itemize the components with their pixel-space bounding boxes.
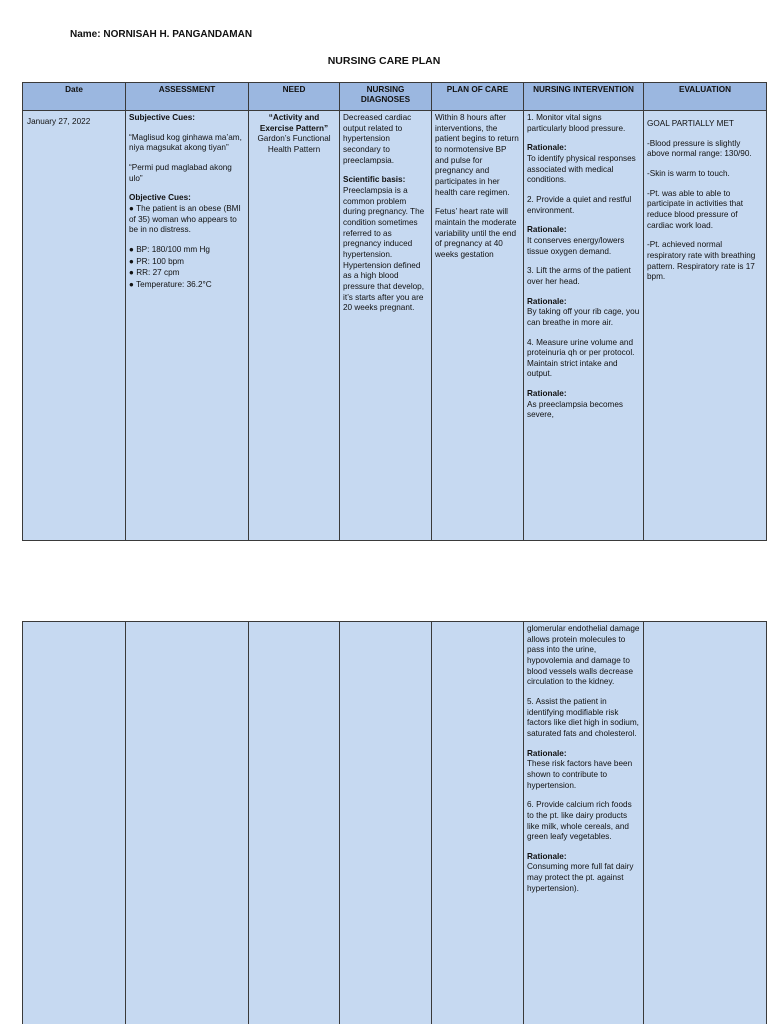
rationale-4-end: glomerular endothelial damage allows protein molecules to pass into the urine, hypovolemia and damage to blood vessels walls decrease circulation to the kidney. [527,624,640,687]
evaluation-status: GOAL PARTIALLY MET [647,119,734,128]
evaluation-1: -Blood pressure is slightly above normal range: 130/90. [647,138,752,159]
plan-goal-1: Within 8 hours after interventions, the patient begins to return to normotensive BP and pulse for pregnancy and participates in her health care regimen. [435,113,519,197]
evaluation-cell-continued [644,622,767,1024]
column-header-assessment: ASSESSMENT [126,83,249,111]
vital-temperature: ● Temperature: 36.2°C [129,279,212,289]
diagnoses-cell-continued [340,622,432,1024]
subjective-cue-1: “Maglisud kog ginhawa ma’am, niya magsukat akong tiyan” [129,132,242,153]
date-value: January 27, 2022 [27,117,91,126]
evaluation-4: -Pt. achieved normal respiratory rate with breathing pattern. Respiratory rate is 17 bpm. [647,240,756,282]
rationale-label: Rationale: [527,389,567,399]
column-header-evaluation: EVALUATION [644,83,767,111]
column-header-plan: PLAN OF CARE [432,83,524,111]
vital-rr: ● RR: 27 cpm [129,268,180,278]
intervention-4: 4. Measure urine volume and proteinuria qh or per protocol. Maintain strict intake and output. [527,337,635,379]
vital-pr: ● PR: 100 bpm [129,256,185,266]
document-title: NURSING CARE PLAN [327,55,441,67]
column-header-date: Date [23,83,126,111]
rationale-5: These risk factors have been shown to contribute to hypertension. [527,759,633,790]
rationale-label: Rationale: [527,296,567,306]
rationale-label: Rationale: [527,851,567,861]
evaluation-3: -Pt. was able to able to participate in activities that reduce blood pressure of cardiac work load. [647,188,744,230]
care-plan-table-page1 [22,82,767,541]
rationale-6: Consuming more full fat dairy may protect the pt. against hypertension). [527,862,634,893]
plan-cell-continued [432,622,524,1024]
subjective-label: Subjective Cues: [129,113,195,122]
intervention-2: 2. Provide a quiet and restful environment. [527,194,632,215]
need-framework: Gardon’s Functional Health Pattern [257,134,331,154]
need-cell-continued [249,622,340,1024]
evaluation-cell [644,111,767,541]
plan-cell [432,111,524,541]
rationale-label: Rationale: [527,225,567,235]
objective-cue-1: ● The patient is an obese (BMI of 35) woman who appears to be in no distress. [129,203,241,235]
rationale-label: Rationale: [527,143,567,153]
intervention-5: 5. Assist the patient in identifying modifiable risk factors like diet high in sodium, saturated fats and cholesterol. [527,696,639,738]
date-cell-continued [23,622,126,1024]
need-pattern: “Activity and Exercise Pattern” [259,113,329,133]
column-header-intervention: NURSING INTERVENTION [524,83,644,111]
scientific-basis-text: Preeclampsia is a common problem during pregnancy. The condition sometimes referred to as pregnancy induced hypertension. Hypertension defined as a high blood pressure that develop, it’s starts after you are 20 weeks pregnant. [343,185,425,313]
intervention-6: 6. Provide calcium rich foods to the pt. like dairy products like milk, whole cereals, and green leafy vegetables. [527,800,632,842]
intervention-cell [524,111,644,541]
evaluation-2: -Skin is warm to touch. [647,168,730,178]
table-row [23,622,767,1024]
rationale-2: It conserves energy/lowers tissue oxygen demand. [527,235,625,256]
column-header-need: NEED [249,83,340,111]
table-row [23,111,767,541]
date-cell [23,111,126,541]
rationale-4-start: As preeclampsia becomes severe, [527,399,624,420]
scientific-basis-label: Scientific basis: [343,175,406,185]
column-header-diagnoses: NURSING DIAGNOSES [340,83,432,111]
plan-goal-2: Fetus’ heart rate will maintain the moderate variability until the end of pregnancy at 40 weeks gestation [435,207,517,259]
rationale-1: To identify physical responses associated with medical conditions. [527,153,636,185]
assessment-cell [126,111,249,541]
rationale-3: By taking off your rib cage, you can breathe in more air. [527,307,640,327]
diagnosis-text: Decreased cardiac output related to hypertension secondary to preeclampsia. [343,113,412,165]
intervention-3: 3. Lift the arms of the patient over her head. [527,266,631,286]
assessment-cell-continued [126,622,249,1024]
objective-label: Objective Cues: [129,193,191,203]
diagnoses-cell [340,111,432,541]
subjective-cue-2: “Permi pud maglabad akong ulo” [129,162,232,183]
patient-name-line: Name: NORNISAH H. PANGANDAMAN [70,29,253,40]
vital-bp: ● BP: 180/100 mm Hg [129,244,210,254]
care-plan-table-page2 [22,621,767,1024]
intervention-cell-continued [524,622,644,1024]
need-cell [249,111,340,541]
intervention-1: 1. Monitor vital signs particularly blood pressure. [527,113,626,133]
rationale-label: Rationale: [527,748,567,758]
table-header-row [23,83,767,111]
